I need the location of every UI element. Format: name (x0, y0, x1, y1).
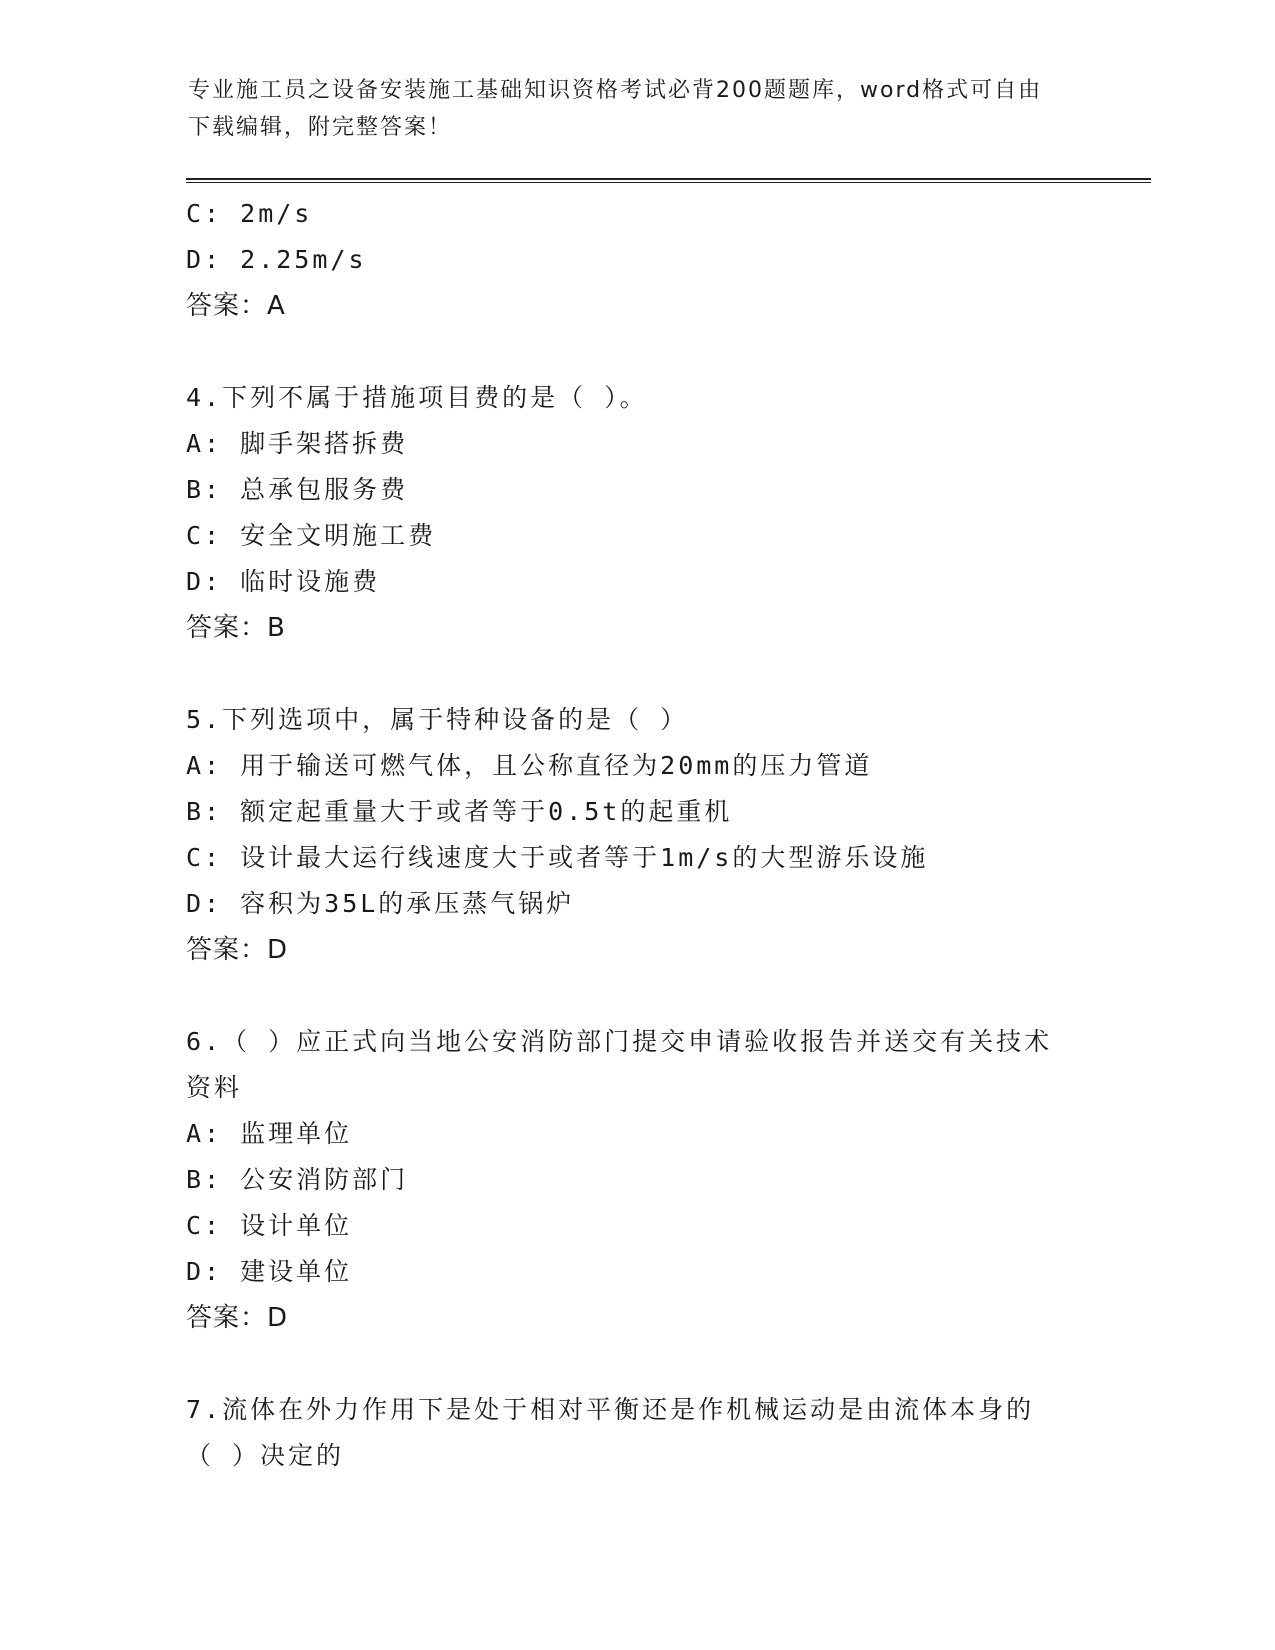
option-b: B: 公安消防部门 (186, 1165, 409, 1194)
option-a: A: 脚手架搭拆费 (186, 429, 409, 458)
question-stem: 4.下列不属于措施项目费的是（ ）。 (186, 383, 648, 412)
question-stem-line-2: 资料 (186, 1073, 243, 1102)
question-stem-line-2: （ ）决定的 (186, 1441, 345, 1470)
option-c: C: 安全文明施工费 (186, 521, 437, 550)
answer: 答案：D (186, 935, 289, 965)
answer: 答案：A (186, 291, 286, 321)
question-stem-line-1: 7.流体在外力作用下是处于相对平衡还是作机械运动是由流体本身的 (186, 1395, 1035, 1424)
answer: 答案：B (186, 613, 286, 643)
question-3-continued (186, 191, 1086, 329)
option-a: A: 监理单位 (186, 1119, 353, 1148)
option-c: C: 2m/s (186, 199, 313, 228)
option-b: B: 额定起重量大于或者等于0.5t的起重机 (186, 797, 733, 826)
header-title-line-1: 专业施工员之设备安装施工基础知识资格考试必背200题题库，word格式可自由 (188, 78, 1043, 103)
question-stem: 5.下列选项中，属于特种设备的是（ ） (186, 705, 689, 734)
option-d: D: 临时设施费 (186, 567, 381, 596)
option-c: C: 设计单位 (186, 1211, 353, 1240)
header-title-line-2: 下载编辑，附完整答案！ (188, 115, 453, 140)
option-d: D: 建设单位 (186, 1257, 353, 1286)
option-b: B: 总承包服务费 (186, 475, 409, 504)
document-header (188, 72, 1068, 146)
option-d: D: 容积为35L的承压蒸气锅炉 (186, 889, 575, 918)
option-d: D: 2.25m/s (186, 245, 367, 274)
option-a: A: 用于输送可燃气体，且公称直径为20mm的压力管道 (186, 751, 873, 780)
question-4 (186, 375, 1086, 651)
answer: 答案：D (186, 1303, 289, 1333)
question-6 (186, 1019, 1086, 1341)
question-5 (186, 697, 1086, 973)
question-list (186, 191, 1086, 1479)
option-c: C: 设计最大运行线速度大于或者等于1m/s的大型游乐设施 (186, 843, 929, 872)
header-divider (186, 178, 1151, 183)
question-7 (186, 1387, 1086, 1479)
question-stem-line-1: 6.（ ）应正式向当地公安消防部门提交申请验收报告并送交有关技术 (186, 1027, 1053, 1056)
